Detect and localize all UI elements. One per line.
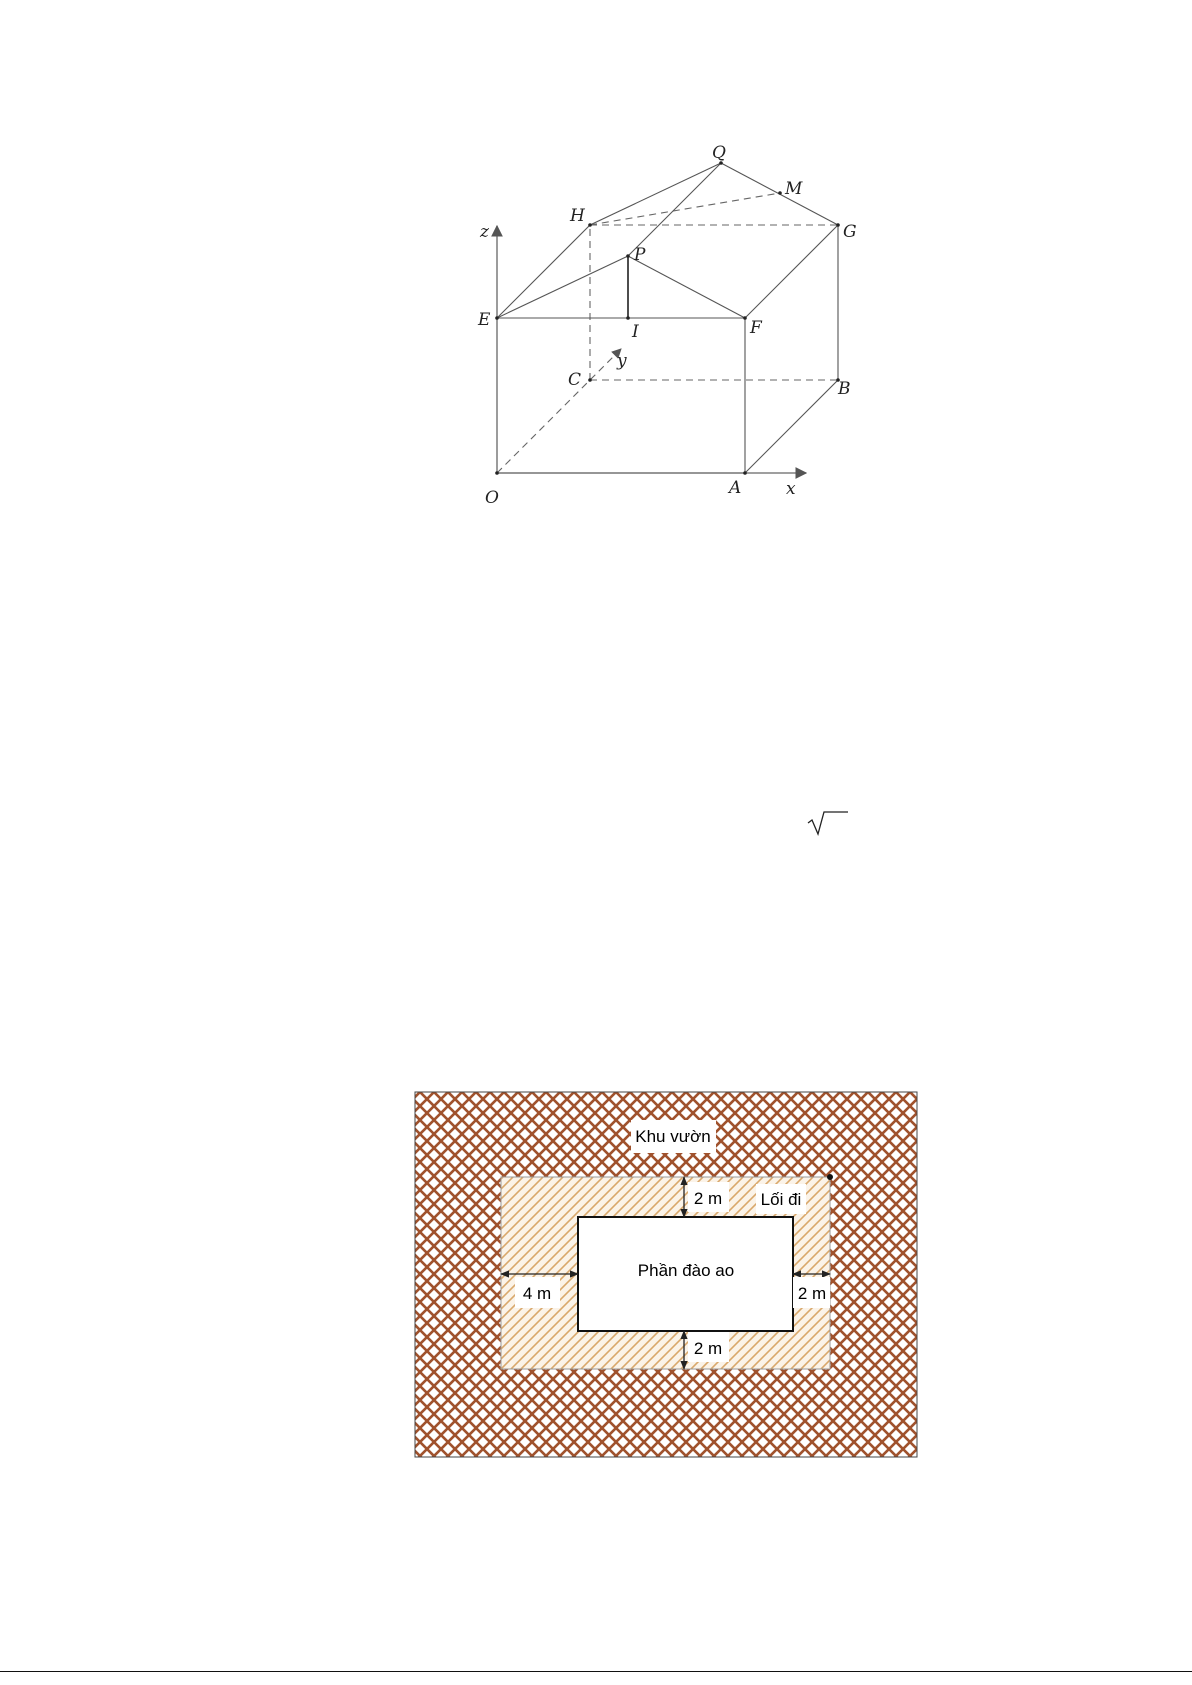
edge-HQ bbox=[590, 163, 721, 225]
point-G bbox=[836, 223, 840, 227]
edge-HM bbox=[590, 193, 780, 225]
corner-point bbox=[827, 1174, 833, 1180]
label-E: E bbox=[478, 310, 491, 330]
label-C: C bbox=[568, 370, 582, 390]
label-Q: Q bbox=[712, 143, 726, 163]
point-F bbox=[743, 316, 747, 320]
label-A: A bbox=[729, 478, 742, 498]
edge-PQ bbox=[628, 163, 721, 256]
garden-label: Khu vườn bbox=[635, 1127, 711, 1146]
point-A bbox=[743, 471, 747, 475]
axis-y bbox=[497, 349, 621, 473]
pond-label: Phần đào ao bbox=[637, 1261, 735, 1280]
label-G: G bbox=[843, 222, 857, 242]
point-H bbox=[588, 223, 592, 227]
edge-PF bbox=[628, 256, 745, 318]
edge-AB bbox=[745, 380, 838, 473]
point-E bbox=[495, 316, 499, 320]
point-M bbox=[778, 191, 782, 195]
house-3d-diagram bbox=[470, 135, 870, 510]
point-C bbox=[588, 378, 592, 382]
edge-FG bbox=[745, 225, 838, 318]
point-O bbox=[495, 471, 499, 475]
label-z: z bbox=[480, 222, 489, 242]
dim-right-label: 2 m bbox=[797, 1284, 827, 1303]
sqrt-symbol bbox=[806, 808, 852, 838]
point-I bbox=[626, 316, 630, 320]
label-F: F bbox=[750, 318, 762, 338]
point-P bbox=[626, 254, 630, 258]
label-H: H bbox=[570, 206, 585, 226]
path-label: Lối đi bbox=[760, 1190, 802, 1209]
dim-top-label: 2 m bbox=[693, 1189, 723, 1208]
label-x: x bbox=[786, 479, 796, 499]
dim-left-label: 4 m bbox=[522, 1284, 552, 1303]
label-P: P bbox=[634, 245, 646, 265]
edge-EH bbox=[497, 225, 590, 318]
label-y: y bbox=[617, 351, 627, 371]
label-O: O bbox=[485, 488, 499, 508]
label-I: I bbox=[632, 322, 639, 342]
edge-EP bbox=[497, 256, 628, 318]
page-bottom-rule bbox=[0, 1671, 1192, 1672]
garden-pond-diagram bbox=[410, 1085, 920, 1470]
label-M: M bbox=[785, 179, 803, 199]
label-B: B bbox=[838, 379, 851, 399]
dim-bottom-label: 2 m bbox=[693, 1339, 723, 1358]
